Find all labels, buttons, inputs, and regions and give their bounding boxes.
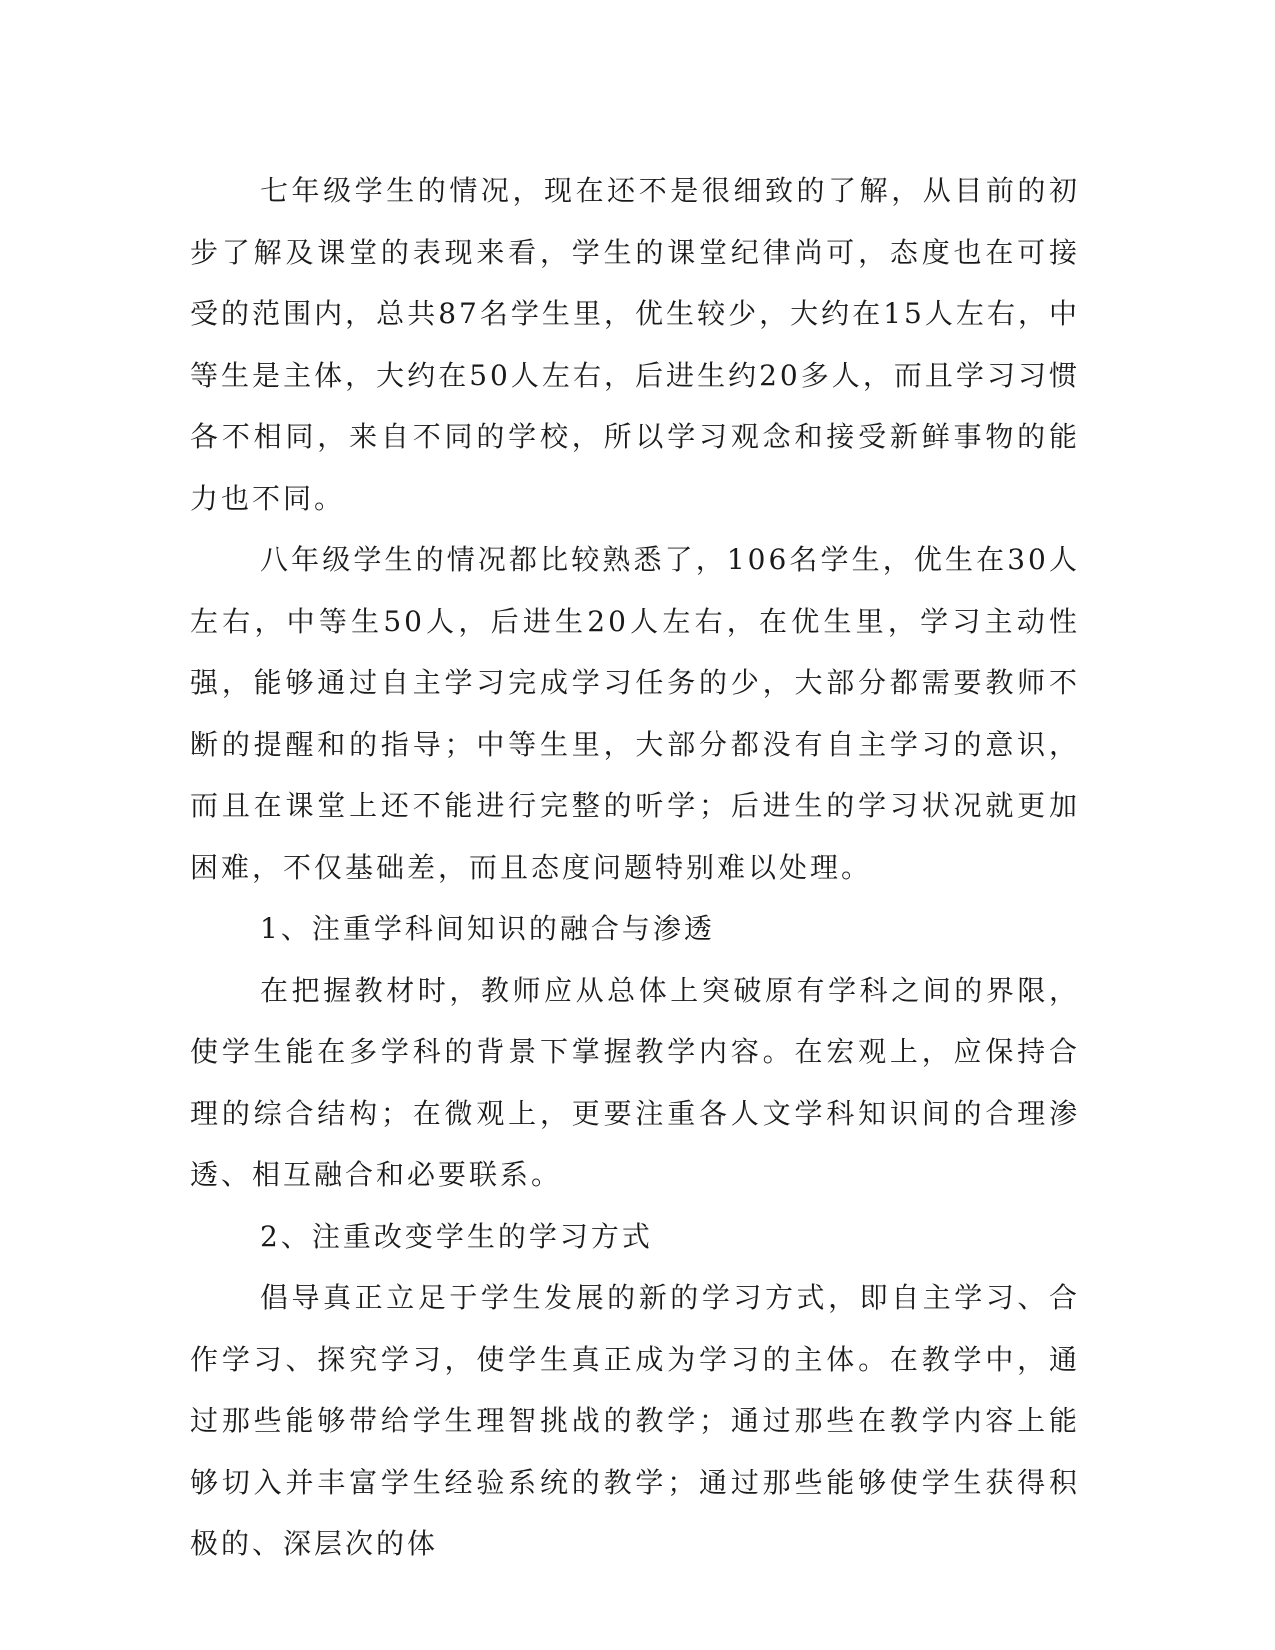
paragraph-grade7-situation: 七年级学生的情况，现在还不是很细致的了解，从目前的初步了解及课堂的表现来看，学生的课堂纪律尚可，态度也在可接受的范围内，总共87名学生里，优生较少，大约在15人左右，中等生是主体，大约在50人左右，后进生约20多人，而且学习习惯各不相同，来自不同的学校，所以学习观念和接受新鲜事物的能力也不同。 [190, 174, 1080, 515]
section-heading-2: 2、注重改变学生的学习方式 [260, 1219, 653, 1253]
paragraph-knowledge-integration: 在把握教材时，教师应从总体上突破原有学科之间的界限，使学生能在多学科的背景下掌握教学内容。在宏观上，应保持合理的综合结构；在微观上，更要注重各人文学科知识间的合理渗透、相互融合和必要联系。 [190, 973, 1080, 1191]
section-heading-1: 1、注重学科间知识的融合与渗透 [260, 912, 715, 945]
paragraph-grade8-situation: 八年级学生的情况都比较熟悉了，106名学生，优生在30人左右，中等生50人，后进生20人左右，在优生里，学习主动性强，能够通过自主学习完成学习任务的少，大部分都需要教师不断的提醒和的指导；中等生里，大部分都没有自主学习的意识，而且在课堂上还不能进行完整的听学；后进生的学习状况就更加困难，不仅基础差，而且态度问题特别难以处理。 [190, 543, 1080, 884]
document-body [190, 160, 1080, 1575]
paragraph-learning-methods: 倡导真正立足于学生发展的新的学习方式，即自主学习、合作学习、探究学习，使学生真正成为学习的主体。在教学中，通过那些能够带给学生理智挑战的教学；通过那些在教学内容上能够切入并丰富学生经验系统的教学；通过那些能够使学生获得积极的、深层次的体 [190, 1281, 1080, 1560]
